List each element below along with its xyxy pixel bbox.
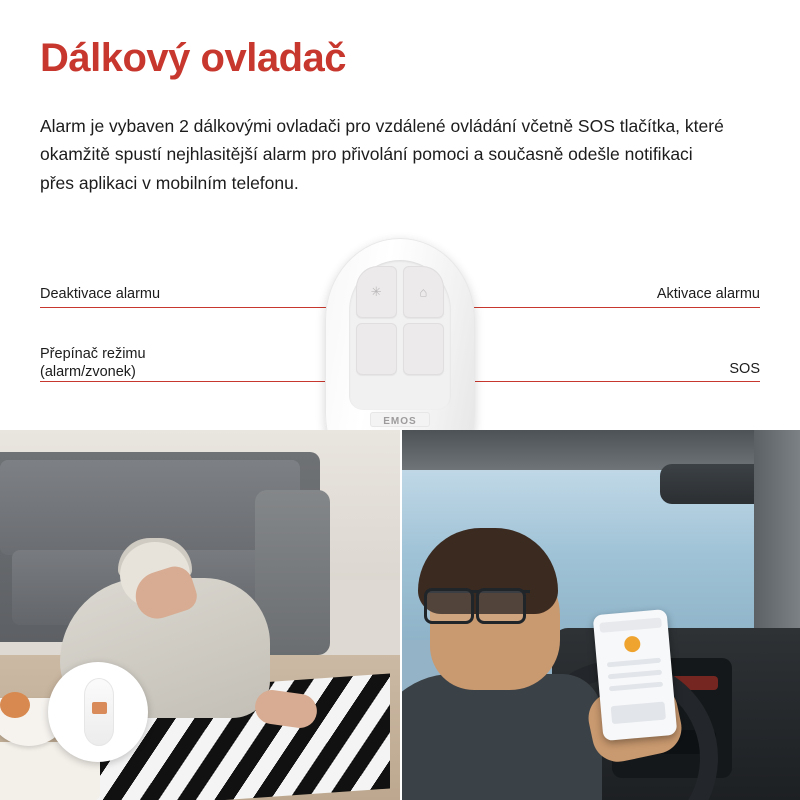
unlock-icon: ⌂: [419, 284, 428, 300]
callout-rule-left-1: [40, 307, 330, 308]
inset-remote-badge: [48, 662, 148, 762]
brand-label: EMOS: [383, 416, 417, 427]
page-description: Alarm je vybaven 2 dálkovými ovladači pro vzdálené ovládání včetně SOS tlačítka, které okamžitě spustí nejhlasitější alarm pro přivolání pomoci a současně odešle notifikaci přes aplikaci v mobilním telefonu.: [40, 116, 724, 193]
lock-icon: ✳: [370, 284, 383, 299]
photo-left-fruit: [0, 692, 30, 718]
photo-band: [0, 430, 800, 800]
smartphone-content-line-2: [608, 670, 662, 680]
photo-divider: [400, 430, 402, 800]
callout-label-activate: Aktivace alarmu: [656, 286, 760, 302]
callout-label-mode-switch-line1: Přepínač režimu: [40, 346, 146, 362]
remote-button-deactivate: [356, 266, 397, 318]
smartphone: [593, 609, 678, 741]
callout-rule-right-2: [460, 381, 760, 382]
remote-button-activate: [403, 266, 444, 318]
inset-remote-sos-button: [92, 702, 107, 714]
photo-driver-with-phone: [402, 430, 800, 800]
glasses-lens-left: [424, 588, 474, 624]
callout-rule-right-1: [460, 307, 760, 308]
callout-label-deactivate: Deaktivace alarmu: [40, 286, 161, 302]
callout-label-mode-switch-line2: (alarm/zvonek): [40, 364, 136, 381]
smartphone-action-button: [611, 702, 666, 725]
remote-button-sos: [403, 323, 444, 375]
callout-rule-left-2: [40, 381, 330, 382]
remote-button-mode-switch: [356, 323, 397, 375]
smartphone-content-line-3: [609, 682, 663, 692]
page-title: Dálkový ovladač: [40, 36, 346, 80]
inset-remote-body: [84, 678, 114, 746]
photo-right-person-shoulder: [402, 674, 602, 800]
photo-elderly-fallen: [0, 430, 400, 800]
callout-label-mode-switch: [40, 345, 146, 381]
callout-label-sos: SOS: [729, 361, 760, 377]
app-alert-icon: [624, 635, 641, 652]
glasses-lens-right: [476, 588, 526, 624]
smartphone-content-line-1: [607, 658, 661, 668]
smartphone-header-bar: [599, 618, 662, 633]
